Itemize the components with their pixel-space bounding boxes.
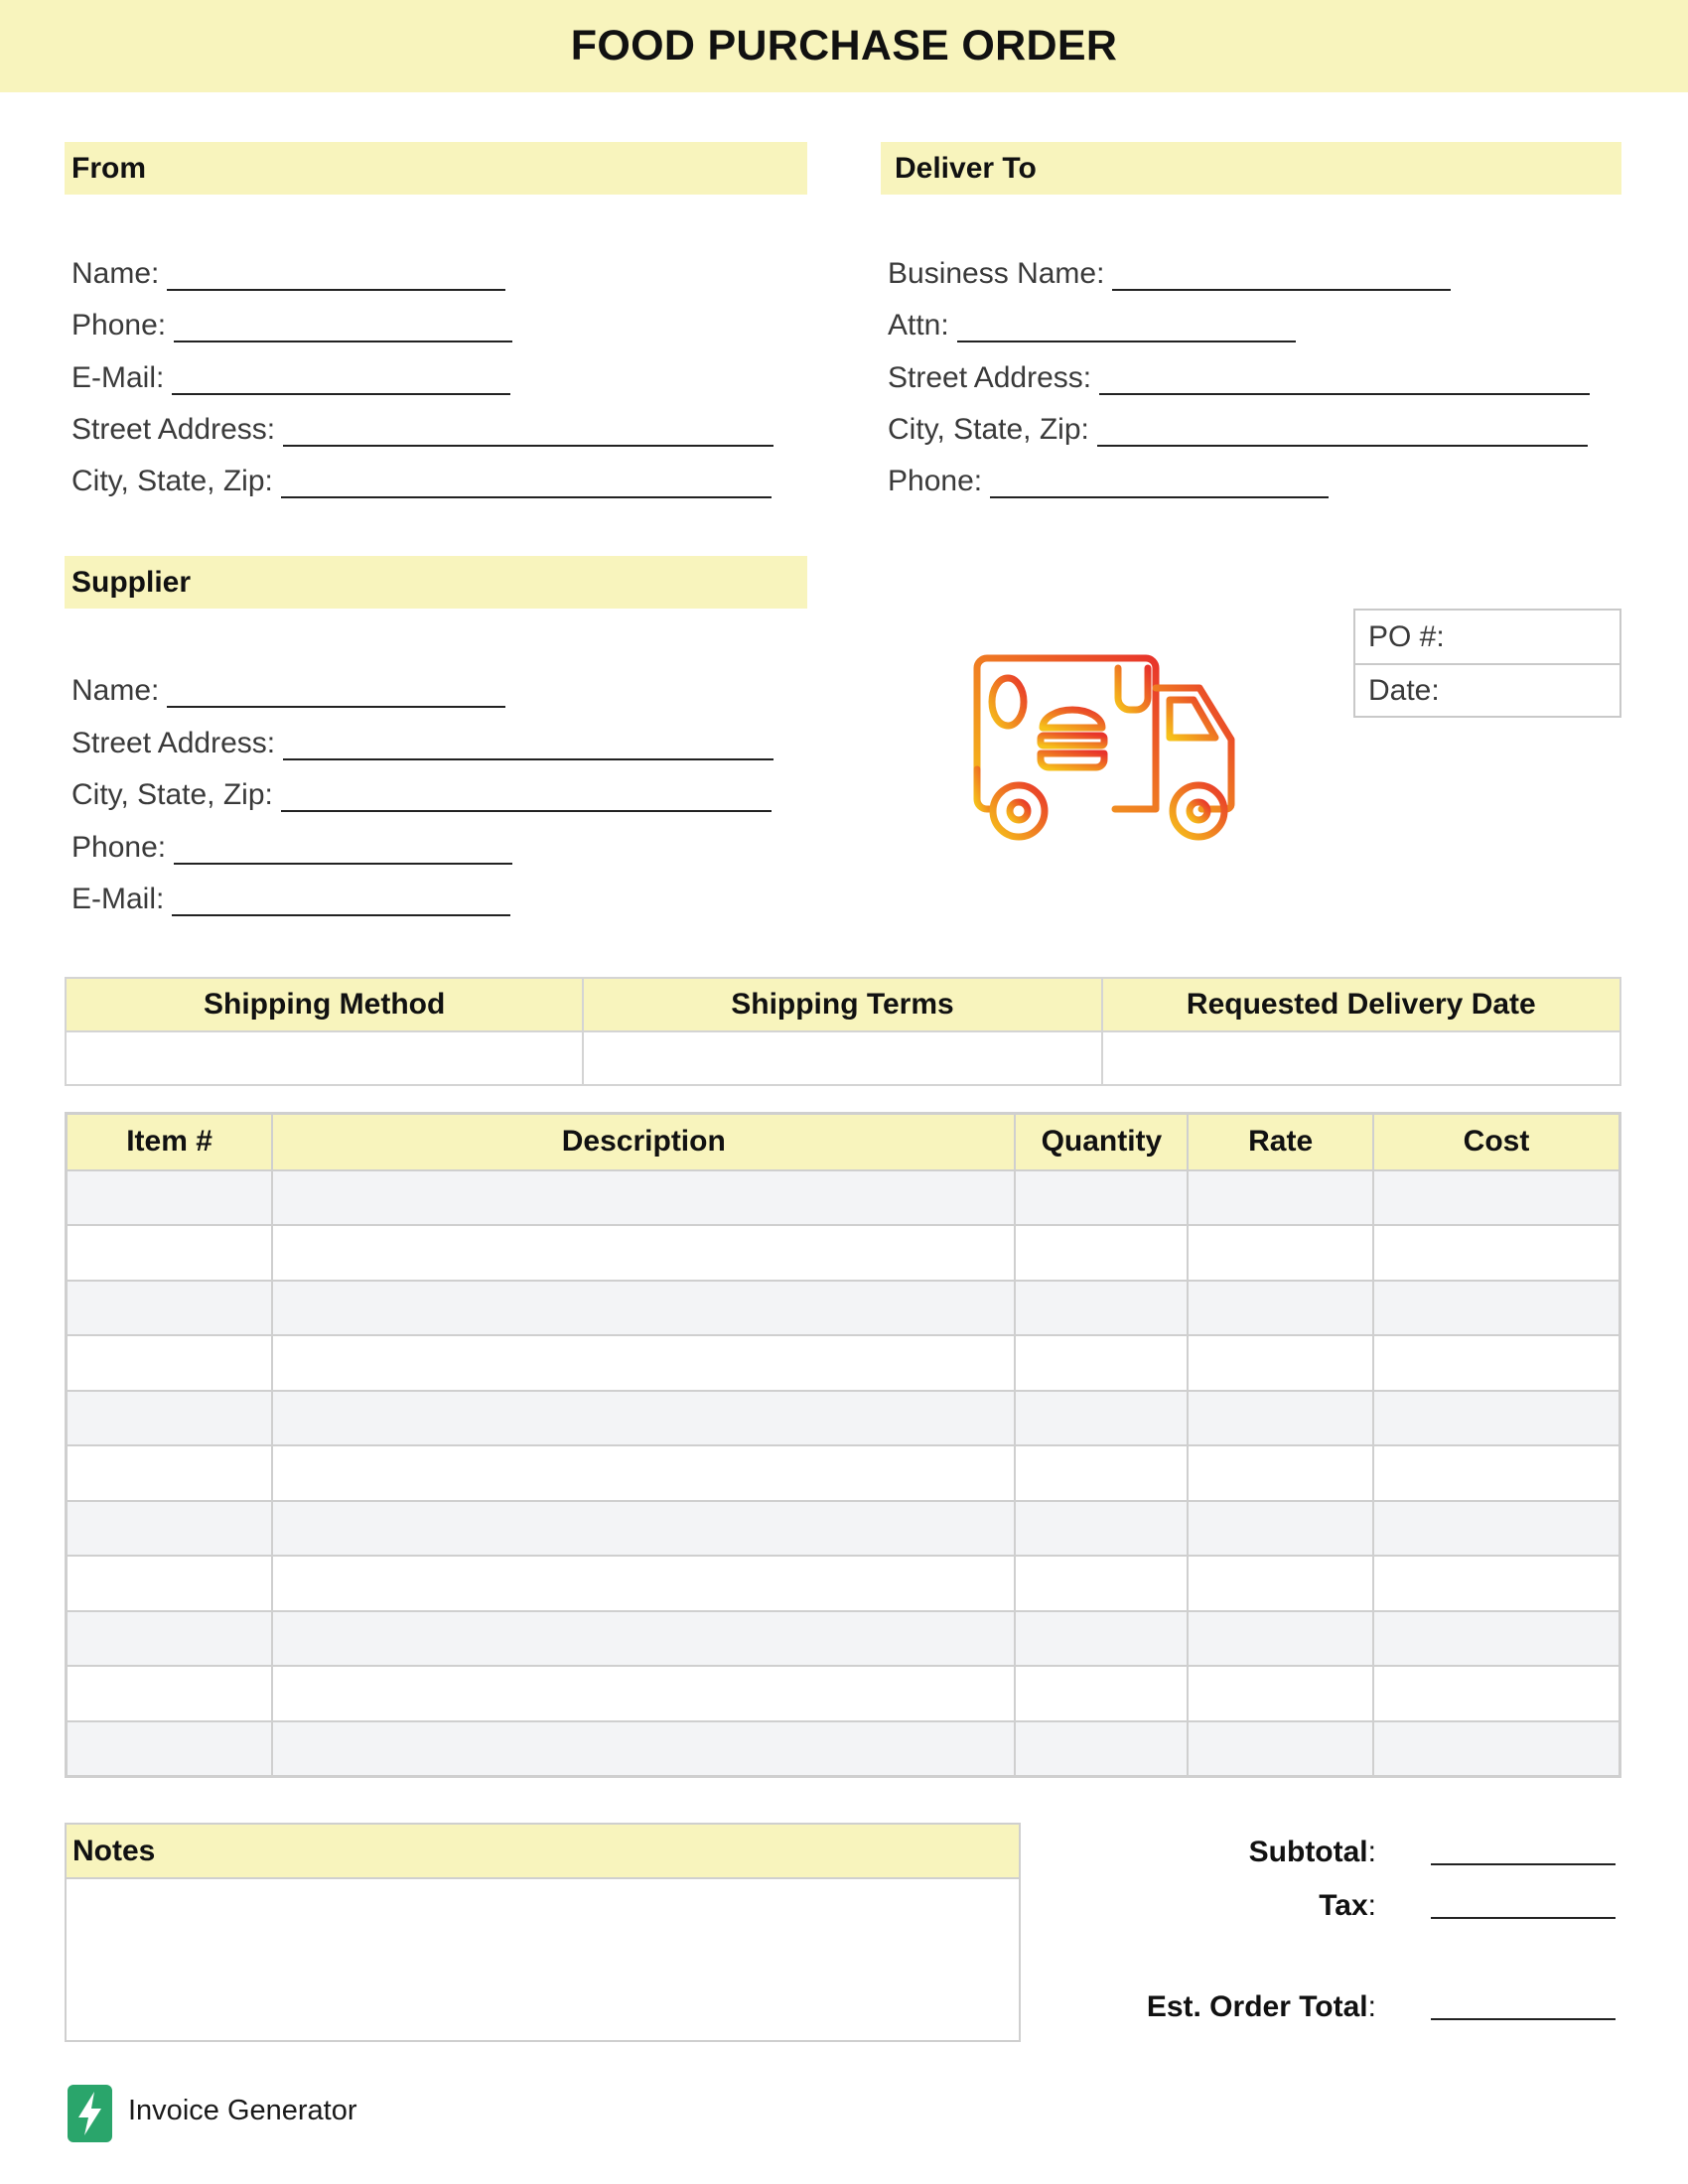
quantity-cell[interactable] bbox=[1015, 1281, 1188, 1336]
from-city-label: City, State, Zip: bbox=[71, 465, 273, 497]
item-number-cell[interactable] bbox=[67, 1556, 273, 1611]
description-cell[interactable] bbox=[272, 1225, 1015, 1281]
tax-line[interactable] bbox=[1431, 1887, 1616, 1919]
deliver-to-heading-label: Deliver To bbox=[895, 151, 1037, 185]
rate-cell[interactable] bbox=[1188, 1666, 1373, 1721]
from-email-line[interactable] bbox=[172, 365, 510, 395]
cost-cell[interactable] bbox=[1373, 1445, 1620, 1501]
title-bar bbox=[0, 0, 1688, 92]
supplier-heading-label: Supplier bbox=[71, 565, 192, 599]
rate-cell[interactable] bbox=[1188, 1335, 1373, 1391]
supplier-name-label: Name: bbox=[71, 674, 160, 707]
item-number-cell[interactable] bbox=[67, 1611, 273, 1667]
po-box bbox=[1353, 609, 1621, 718]
from-heading bbox=[65, 142, 807, 195]
from-name-field[interactable] bbox=[71, 251, 505, 291]
supplier-phone-field[interactable] bbox=[71, 825, 512, 865]
items-table bbox=[65, 1112, 1621, 1778]
item-number-cell[interactable] bbox=[67, 1281, 273, 1336]
from-email-field[interactable] bbox=[71, 355, 510, 395]
rate-cell[interactable] bbox=[1188, 1281, 1373, 1336]
item-number-cell[interactable] bbox=[67, 1445, 273, 1501]
description-cell[interactable] bbox=[272, 1556, 1015, 1611]
cost-cell[interactable] bbox=[1373, 1666, 1620, 1721]
item-number-cell[interactable] bbox=[67, 1170, 273, 1226]
document-title: FOOD PURCHASE ORDER bbox=[570, 22, 1118, 69]
from-email-label: E-Mail: bbox=[71, 361, 165, 394]
table-row bbox=[67, 1556, 1620, 1611]
table-row bbox=[67, 1611, 1620, 1667]
cost-cell[interactable] bbox=[1373, 1501, 1620, 1557]
total-line[interactable] bbox=[1431, 1988, 1616, 2020]
item-number-cell[interactable] bbox=[67, 1391, 273, 1446]
rate-cell[interactable] bbox=[1188, 1611, 1373, 1667]
notes-input-area[interactable] bbox=[67, 1879, 1019, 2040]
subtotal-colon: : bbox=[1367, 1836, 1376, 1868]
deliver-street-line[interactable] bbox=[1099, 365, 1590, 395]
cost-header: Cost bbox=[1373, 1114, 1620, 1170]
cost-cell[interactable] bbox=[1373, 1611, 1620, 1667]
item-number-cell[interactable] bbox=[67, 1225, 273, 1281]
table-row bbox=[67, 1170, 1620, 1226]
supplier-name-field[interactable] bbox=[71, 668, 505, 708]
deliver-business-field[interactable] bbox=[888, 251, 1451, 291]
quantity-cell[interactable] bbox=[1015, 1170, 1188, 1226]
table-row bbox=[67, 1445, 1620, 1501]
shipping-terms-cell[interactable] bbox=[583, 1031, 1101, 1085]
lightning-bolt-icon bbox=[68, 2085, 112, 2142]
deliver-phone-line[interactable] bbox=[990, 469, 1329, 498]
description-cell[interactable] bbox=[272, 1501, 1015, 1557]
description-cell[interactable] bbox=[272, 1445, 1015, 1501]
quantity-cell[interactable] bbox=[1015, 1611, 1188, 1667]
table-row bbox=[67, 1666, 1620, 1721]
requested-delivery-date-header: Requested Delivery Date bbox=[1102, 978, 1620, 1031]
description-cell[interactable] bbox=[272, 1281, 1015, 1336]
subtotal-line[interactable] bbox=[1431, 1834, 1616, 1865]
rate-cell[interactable] bbox=[1188, 1445, 1373, 1501]
rate-cell[interactable] bbox=[1188, 1225, 1373, 1281]
supplier-city-field[interactable] bbox=[71, 772, 772, 812]
from-phone-field[interactable] bbox=[71, 303, 512, 342]
item-number-cell[interactable] bbox=[67, 1721, 273, 1777]
cost-cell[interactable] bbox=[1373, 1225, 1620, 1281]
from-name-line[interactable] bbox=[167, 261, 505, 291]
rate-cell[interactable] bbox=[1188, 1721, 1373, 1777]
description-cell[interactable] bbox=[272, 1170, 1015, 1226]
deliver-to-heading bbox=[881, 142, 1621, 195]
notes-box bbox=[65, 1823, 1021, 2042]
supplier-street-label: Street Address: bbox=[71, 727, 276, 759]
quantity-cell[interactable] bbox=[1015, 1335, 1188, 1391]
description-cell[interactable] bbox=[272, 1611, 1015, 1667]
quantity-cell[interactable] bbox=[1015, 1445, 1188, 1501]
table-row bbox=[67, 1501, 1620, 1557]
supplier-street-line[interactable] bbox=[283, 731, 774, 760]
deliver-street-field[interactable] bbox=[888, 355, 1590, 395]
from-street-line[interactable] bbox=[283, 417, 774, 447]
po-number-label: PO #: bbox=[1368, 619, 1445, 653]
food-truck-icon bbox=[933, 640, 1251, 849]
po-date-field[interactable] bbox=[1355, 663, 1619, 716]
deliver-street-label: Street Address: bbox=[888, 361, 1092, 394]
items-body bbox=[67, 1170, 1620, 1777]
supplier-phone-label: Phone: bbox=[71, 831, 167, 864]
shipping-terms-header: Shipping Terms bbox=[583, 978, 1101, 1031]
item-number-header: Item # bbox=[67, 1114, 273, 1170]
supplier-heading bbox=[65, 556, 807, 609]
deliver-attn-line[interactable] bbox=[957, 313, 1296, 342]
deliver-city-field[interactable] bbox=[888, 407, 1588, 447]
shipping-method-header: Shipping Method bbox=[66, 978, 583, 1031]
shipping-table bbox=[65, 977, 1621, 1086]
supplier-city-line[interactable] bbox=[281, 782, 772, 812]
supplier-email-line[interactable] bbox=[172, 887, 510, 916]
cost-cell[interactable] bbox=[1373, 1281, 1620, 1336]
deliver-business-label: Business Name: bbox=[888, 257, 1105, 290]
item-number-cell[interactable] bbox=[67, 1501, 273, 1557]
tax-row bbox=[1142, 1883, 1376, 1923]
description-cell[interactable] bbox=[272, 1721, 1015, 1777]
table-row bbox=[67, 1721, 1620, 1777]
cost-cell[interactable] bbox=[1373, 1391, 1620, 1446]
deliver-city-line[interactable] bbox=[1097, 417, 1588, 447]
supplier-email-field[interactable] bbox=[71, 877, 510, 916]
item-number-cell[interactable] bbox=[67, 1666, 273, 1721]
from-heading-label: From bbox=[71, 151, 146, 185]
deliver-phone-field[interactable] bbox=[888, 459, 1329, 498]
tax-label: Tax bbox=[1319, 1889, 1368, 1922]
quantity-cell[interactable] bbox=[1015, 1225, 1188, 1281]
quantity-cell[interactable] bbox=[1015, 1721, 1188, 1777]
requested-delivery-date-cell[interactable] bbox=[1102, 1031, 1620, 1085]
quantity-cell[interactable] bbox=[1015, 1666, 1188, 1721]
tax-colon: : bbox=[1367, 1889, 1376, 1922]
po-date-label: Date: bbox=[1368, 673, 1440, 707]
notes-heading bbox=[67, 1825, 1019, 1879]
deliver-attn-field[interactable] bbox=[888, 303, 1296, 342]
from-phone-line[interactable] bbox=[174, 313, 512, 342]
description-header: Description bbox=[272, 1114, 1015, 1170]
deliver-business-line[interactable] bbox=[1112, 261, 1451, 291]
cost-cell[interactable] bbox=[1373, 1335, 1620, 1391]
supplier-street-field[interactable] bbox=[71, 721, 774, 760]
cost-cell[interactable] bbox=[1373, 1556, 1620, 1611]
from-street-label: Street Address: bbox=[71, 413, 276, 446]
footer-brand: Invoice Generator bbox=[128, 2095, 357, 2126]
cost-cell[interactable] bbox=[1373, 1721, 1620, 1777]
supplier-name-line[interactable] bbox=[167, 678, 505, 708]
rate-cell[interactable] bbox=[1188, 1170, 1373, 1226]
from-city-line[interactable] bbox=[281, 469, 772, 498]
table-row bbox=[67, 1335, 1620, 1391]
rate-cell[interactable] bbox=[1188, 1501, 1373, 1557]
total-row bbox=[1043, 1984, 1376, 2024]
table-row bbox=[67, 1391, 1620, 1446]
supplier-email-label: E-Mail: bbox=[71, 883, 165, 915]
table-row bbox=[67, 1225, 1620, 1281]
rate-cell[interactable] bbox=[1188, 1391, 1373, 1446]
description-cell[interactable] bbox=[272, 1335, 1015, 1391]
item-number-cell[interactable] bbox=[67, 1335, 273, 1391]
shipping-method-cell[interactable] bbox=[66, 1031, 583, 1085]
rate-header: Rate bbox=[1188, 1114, 1373, 1170]
po-number-field[interactable] bbox=[1355, 611, 1619, 663]
deliver-city-label: City, State, Zip: bbox=[888, 413, 1089, 446]
cost-cell[interactable] bbox=[1373, 1170, 1620, 1226]
table-row bbox=[67, 1281, 1620, 1336]
from-street-field[interactable] bbox=[71, 407, 774, 447]
supplier-phone-line[interactable] bbox=[174, 835, 512, 865]
from-name-label: Name: bbox=[71, 257, 160, 290]
notes-heading-label: Notes bbox=[72, 1834, 156, 1867]
quantity-cell[interactable] bbox=[1015, 1556, 1188, 1611]
quantity-cell[interactable] bbox=[1015, 1501, 1188, 1557]
from-city-field[interactable] bbox=[71, 459, 772, 498]
subtotal-label: Subtotal bbox=[1248, 1836, 1368, 1868]
from-phone-label: Phone: bbox=[71, 309, 167, 341]
description-cell[interactable] bbox=[272, 1666, 1015, 1721]
total-label: Est. Order Total bbox=[1146, 1990, 1368, 2023]
description-cell[interactable] bbox=[272, 1391, 1015, 1446]
subtotal-row bbox=[1142, 1830, 1376, 1869]
deliver-attn-label: Attn: bbox=[888, 309, 949, 341]
supplier-city-label: City, State, Zip: bbox=[71, 778, 273, 811]
deliver-phone-label: Phone: bbox=[888, 465, 983, 497]
rate-cell[interactable] bbox=[1188, 1556, 1373, 1611]
quantity-header: Quantity bbox=[1015, 1114, 1188, 1170]
quantity-cell[interactable] bbox=[1015, 1391, 1188, 1446]
total-colon: : bbox=[1367, 1990, 1376, 2023]
